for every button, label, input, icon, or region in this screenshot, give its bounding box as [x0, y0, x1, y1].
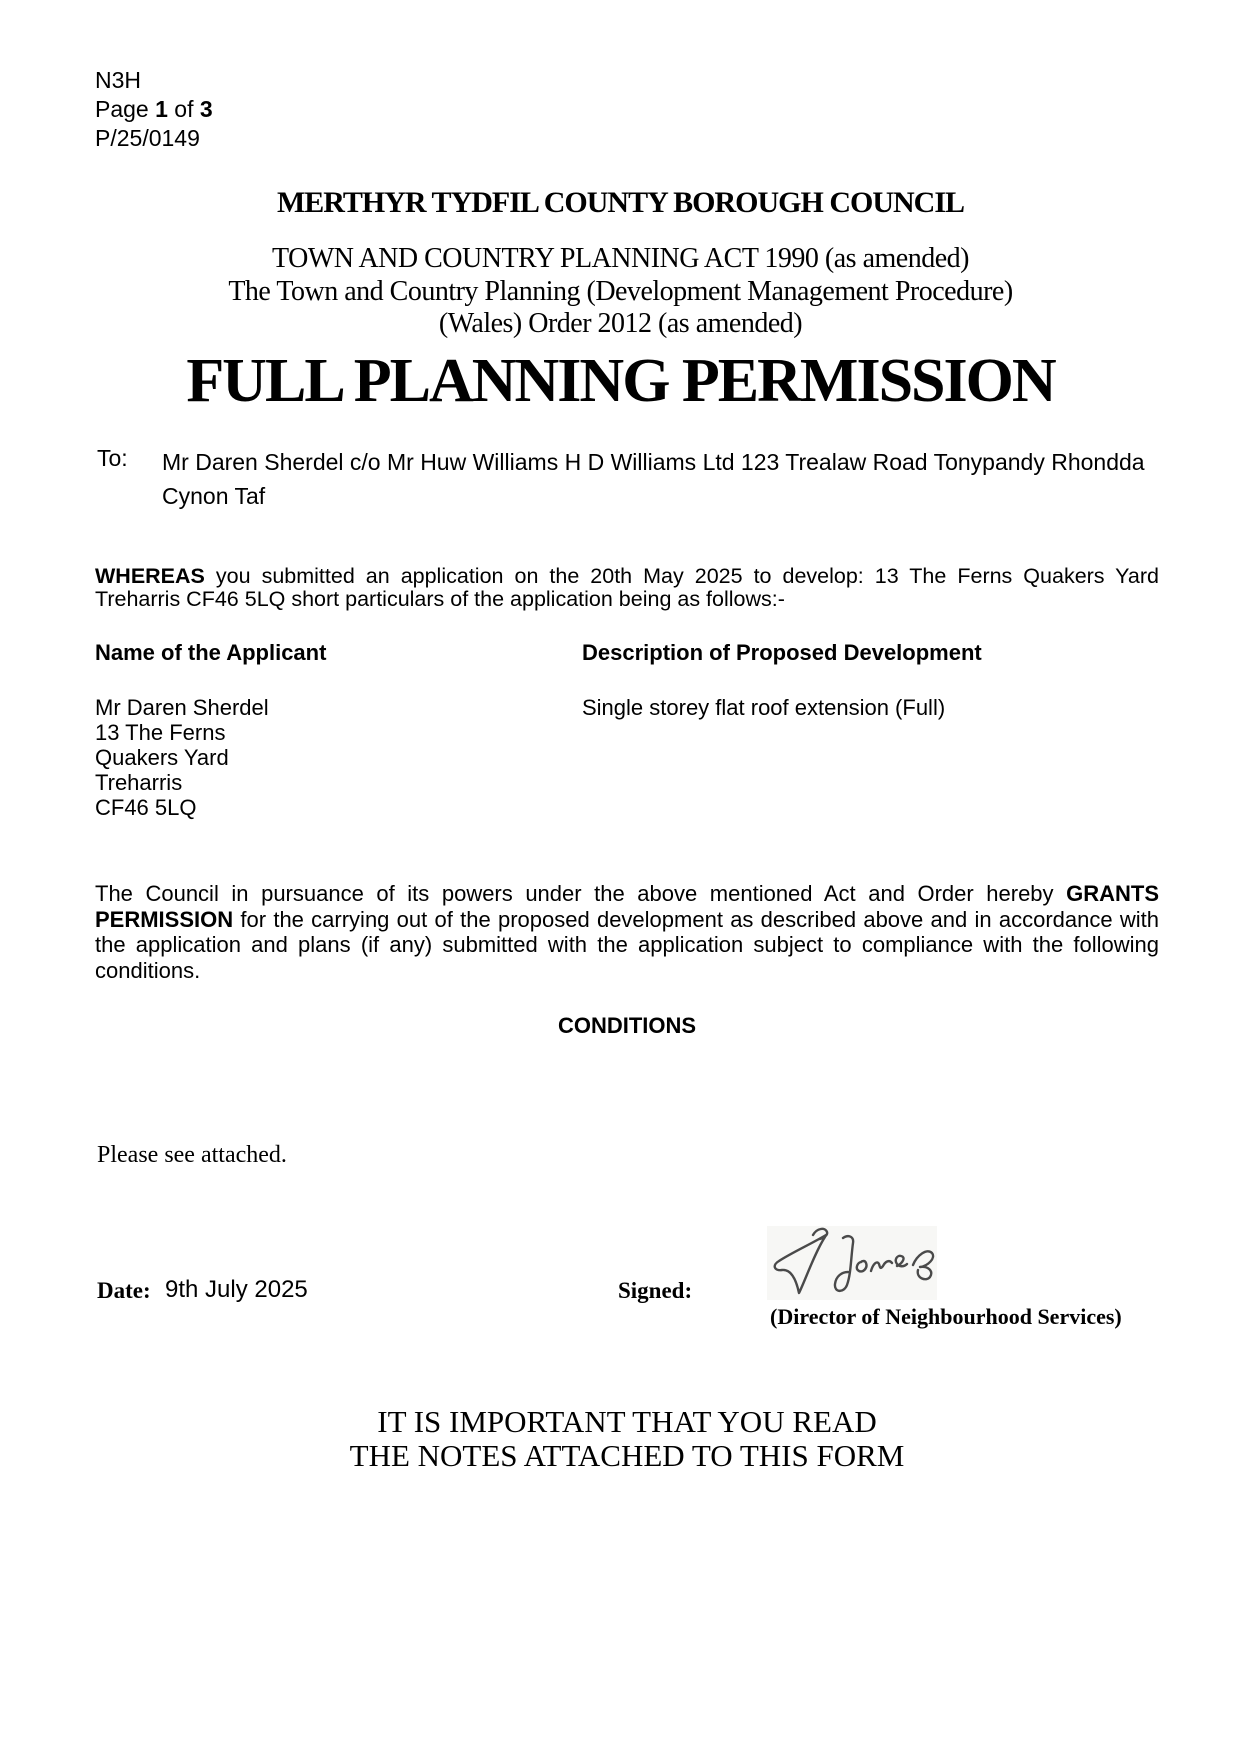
- applicant-column-heading: Name of the Applicant: [95, 640, 327, 665]
- signature-stroke-cap: [835, 1236, 853, 1291]
- development-description: Single storey flat roof extension (Full): [582, 695, 946, 720]
- council-name-heading: MERTHYR TYDFIL COUNTY BOROUGH COUNCIL: [276, 186, 964, 219]
- conditions-note: Please see attached.: [97, 1142, 287, 1168]
- footer-notice-line-1: IT IS IMPORTANT THAT YOU READ: [377, 1404, 877, 1439]
- application-reference: P/25/0149: [95, 125, 200, 151]
- grant-keyword: GRANTS PERMISSION: [95, 881, 1159, 932]
- recipient-address: Mr Daren Sherdel c/o Mr Huw Williams H D Williams Ltd 123 Trealaw Road Tonypandy Rhondda Cynon Taf: [162, 449, 1145, 509]
- applicant-address-block: [95, 695, 269, 820]
- act-line-3: (Wales) Order 2012 (as amended): [438, 308, 803, 339]
- signature-stroke-ones: [857, 1251, 933, 1279]
- document-title: FULL PLANNING PERMISSION: [186, 347, 1055, 415]
- signature-stroke-j: [775, 1229, 827, 1293]
- page-indicator: [95, 95, 213, 124]
- applicant-address-line: CF46 5LQ: [95, 795, 197, 820]
- legislation-block: [0, 243, 1241, 341]
- applicant-address-line: Mr Daren Sherdel: [95, 695, 269, 720]
- document-meta: [95, 66, 213, 153]
- applicant-address-line: Quakers Yard: [95, 745, 229, 770]
- conditions-heading: CONDITIONS: [557, 1013, 697, 1038]
- act-line-2: The Town and Country Planning (Development Management Procedure): [228, 275, 1013, 307]
- applicant-address-line: Treharris: [95, 770, 183, 795]
- footer-notice-line-2: THE NOTES ATTACHED TO THIS FORM: [349, 1437, 905, 1473]
- date-value: 9th July 2025: [165, 1276, 308, 1303]
- grant-text-after: for the carrying out of the proposed development as described above and in accordance with the application and plans (if any) submitted with the application subject to compliance with the following conditions.: [95, 906, 1159, 983]
- grant-paragraph: [95, 881, 1159, 983]
- act-line-1: TOWN AND COUNTRY PLANNING ACT 1990 (as amended): [272, 243, 969, 274]
- whereas-paragraph: [95, 565, 1159, 610]
- whereas-keyword: WHEREAS: [95, 564, 205, 588]
- signatory-title: (Director of Neighbourhood Services): [770, 1304, 1122, 1329]
- footer-notice: [95, 1405, 1159, 1472]
- form-code: N3H: [95, 67, 142, 93]
- applicant-address-line: 13 The Ferns: [95, 720, 226, 745]
- of-word: of: [174, 96, 194, 122]
- to-label: To:: [97, 445, 128, 471]
- page-word: Page: [95, 96, 149, 122]
- signature-image: [767, 1226, 937, 1300]
- whereas-text: you submitted an application on the 20th May 2025 to develop: 13 The Ferns Quakers Yard Treharris CF46 5LQ short particulars of the application being as follows:-: [95, 564, 1159, 611]
- date-label: Date:: [97, 1278, 151, 1303]
- page-number: 1: [155, 96, 168, 122]
- page-total: 3: [199, 96, 213, 122]
- grant-text-before: The Council in pursuance of its powers under the above mentioned Act and Order hereby: [95, 881, 1067, 906]
- signed-label: Signed:: [618, 1278, 693, 1303]
- development-column-heading: Description of Proposed Development: [582, 640, 982, 665]
